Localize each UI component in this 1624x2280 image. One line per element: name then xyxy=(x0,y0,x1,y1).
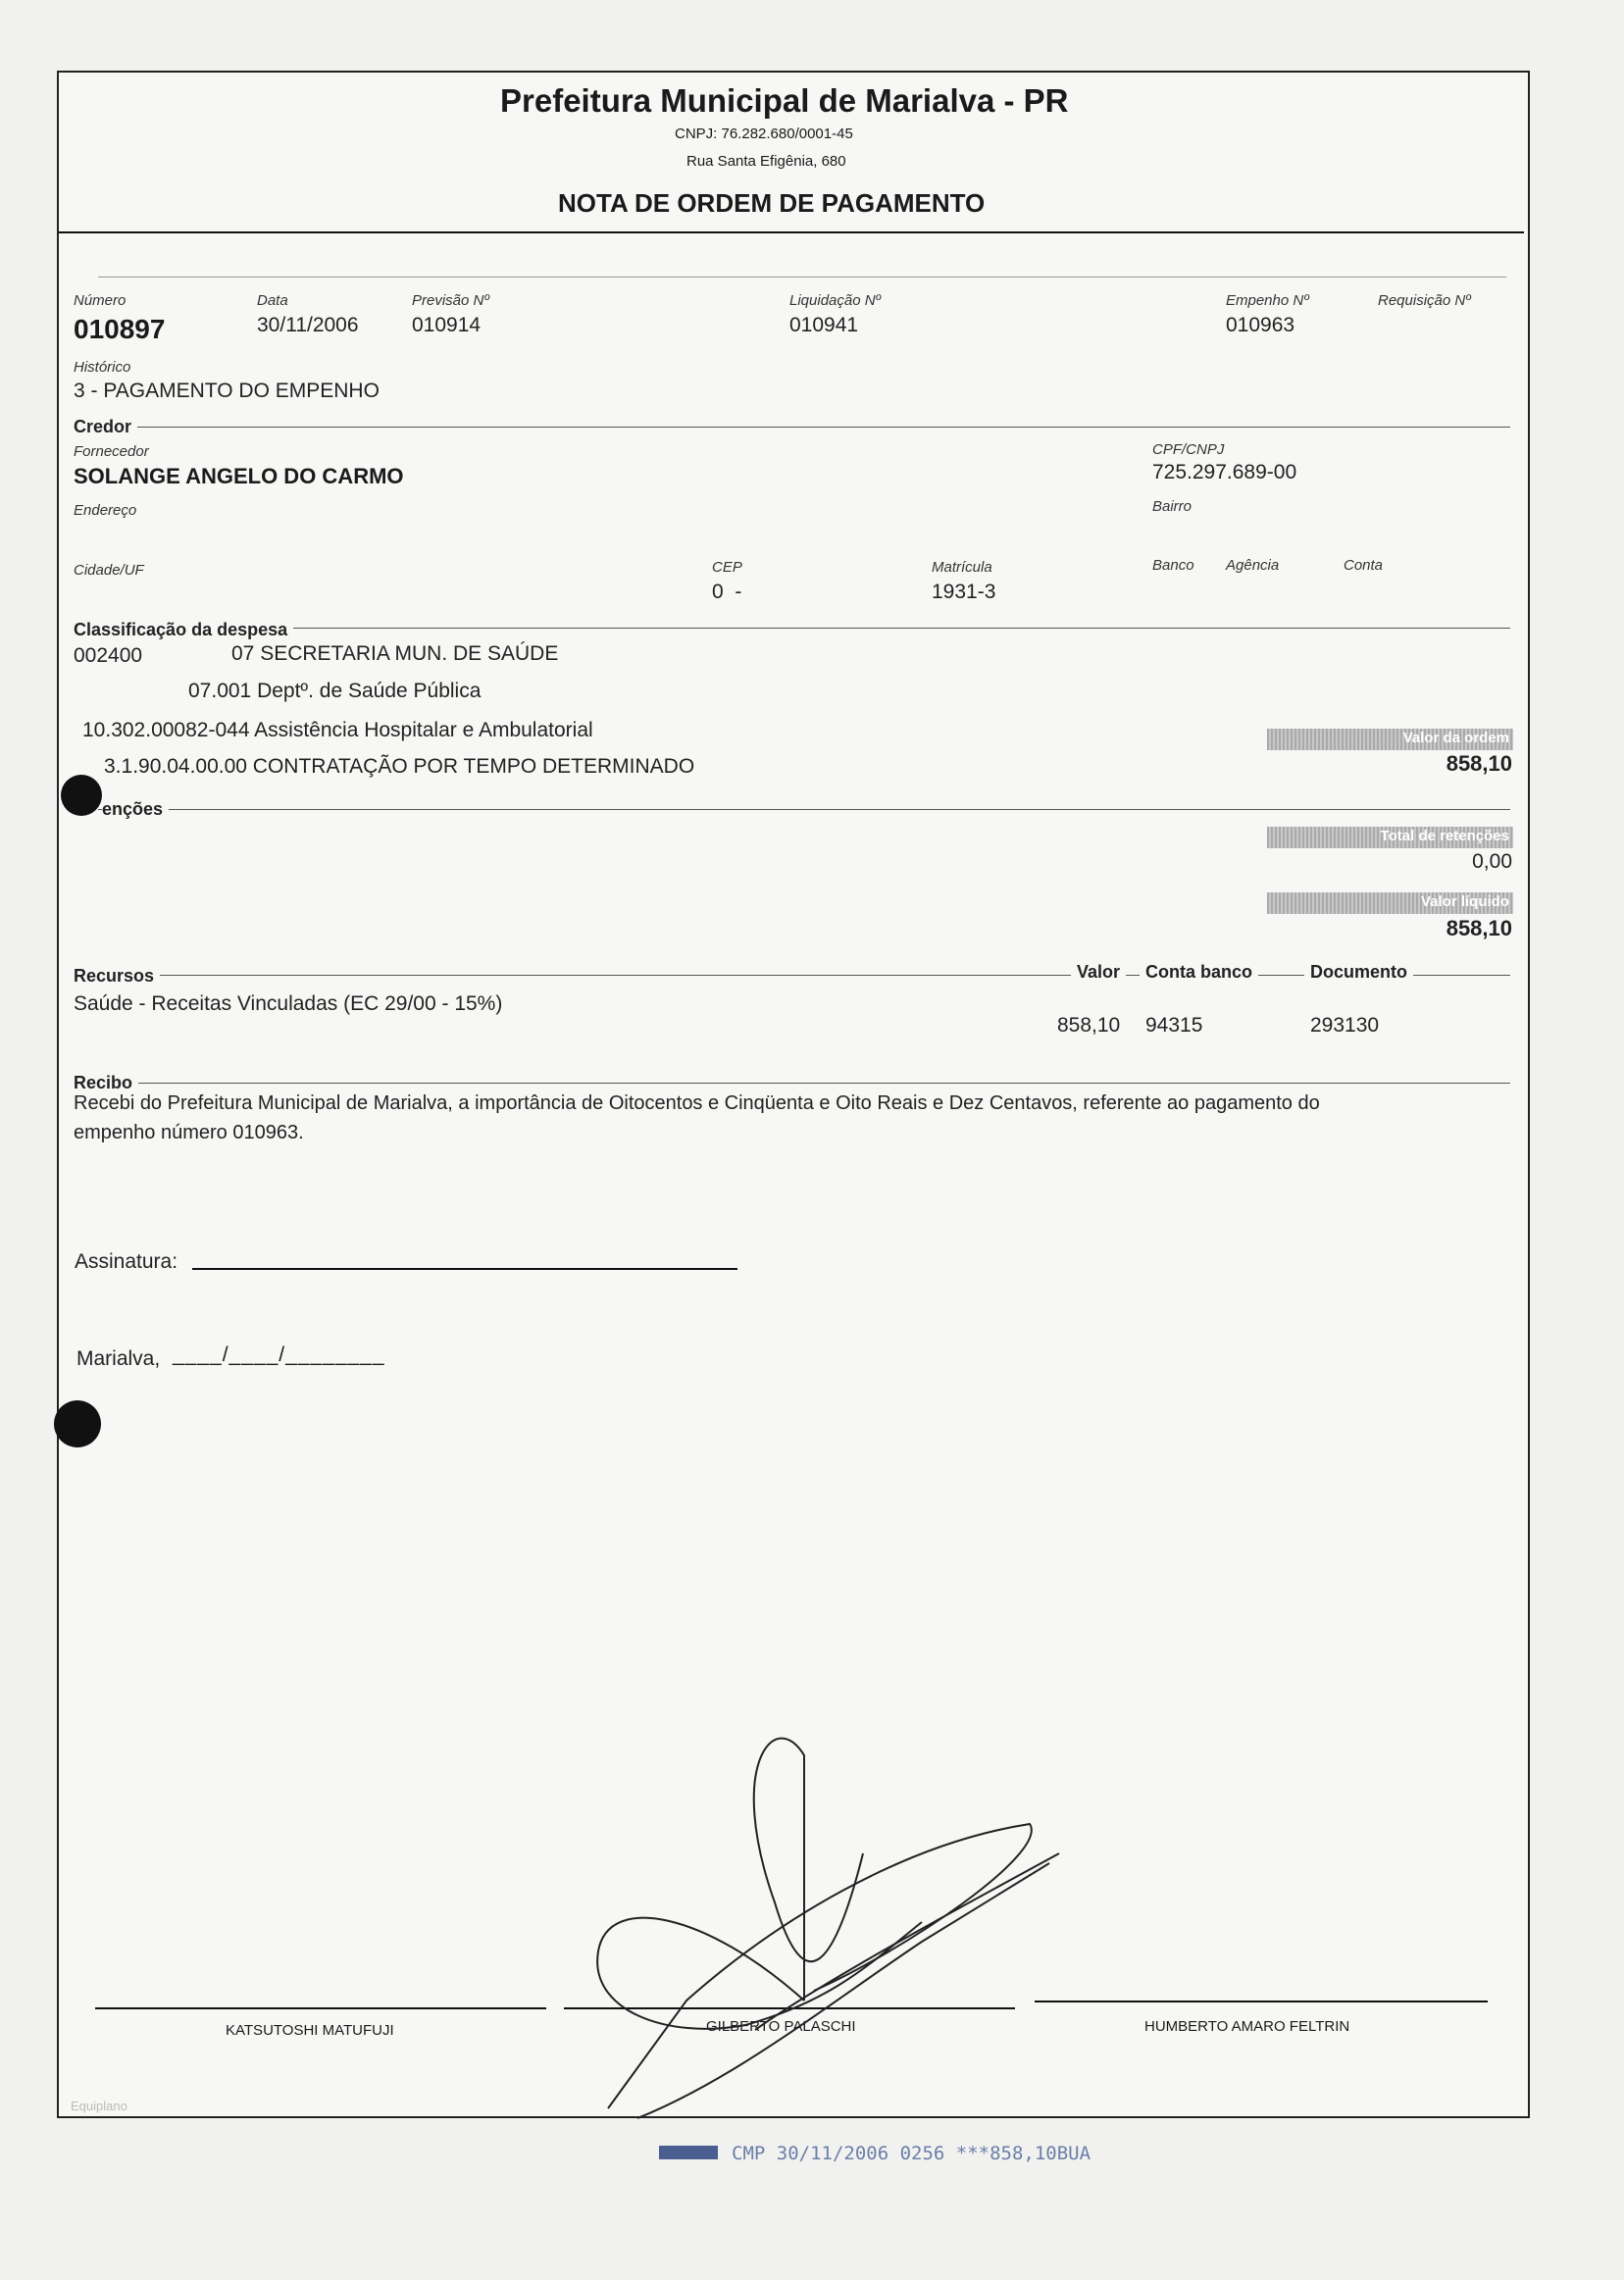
secretaria: 07 SECRETARIA MUN. DE SAÚDE xyxy=(231,642,559,665)
departamento: 07.001 Deptº. de Saúde Pública xyxy=(188,680,482,702)
valor-liquido-label: Valor líquido xyxy=(1420,893,1509,910)
signatory-1: KATSUTOSHI MATUFUJI xyxy=(226,2022,394,2039)
signatory-3: HUMBERTO AMARO FELTRIN xyxy=(1144,2018,1350,2035)
recursos-line xyxy=(74,975,1510,976)
bank-logo-icon xyxy=(659,2146,718,2159)
total-retencoes-bar xyxy=(1267,827,1513,848)
software-watermark: Equiplano xyxy=(71,2099,127,2113)
assinatura-label: Assinatura: xyxy=(75,1250,178,1273)
info-divider xyxy=(98,277,1506,278)
conta-label: Conta xyxy=(1344,557,1384,574)
punch-hole-mark xyxy=(61,775,102,816)
data-value: 30/11/2006 xyxy=(257,314,359,336)
cep-value: 0 - xyxy=(712,581,742,603)
programa: 10.302.00082-044 Assistência Hospitalar e Ambulatorial xyxy=(82,719,593,741)
signatory-2: GILBERTO PALASCHI xyxy=(706,2018,856,2035)
recursos-descricao: Saúde - Receitas Vinculadas (EC 29/00 - 15%) xyxy=(74,992,503,1015)
matricula-label: Matrícula xyxy=(932,559,992,576)
elemento: 3.1.90.04.00.00 CONTRATAÇÃO POR TEMPO DETERMINADO xyxy=(104,755,695,778)
numero-label: Número xyxy=(74,292,127,309)
valor-liquido-bar xyxy=(1267,892,1513,914)
bank-stamp xyxy=(659,2143,1091,2164)
previsao-value: 010914 xyxy=(412,314,482,336)
cnpj-line: CNPJ: 76.282.680/0001-45 xyxy=(675,126,853,142)
liquidacao-value: 010941 xyxy=(789,314,859,336)
historico-value: 3 - PAGAMENTO DO EMPENHO xyxy=(74,380,380,402)
recursos-heading: Recursos xyxy=(74,966,160,987)
recursos-conta: 94315 xyxy=(1145,1014,1203,1037)
banco-label: Banco xyxy=(1152,557,1194,574)
credor-heading: Credor xyxy=(74,417,137,437)
fornecedor-value: SOLANGE ANGELO DO CARMO xyxy=(74,464,404,488)
recursos-valor: 858,10 xyxy=(1057,1014,1121,1037)
liquidacao-label: Liquidação Nº xyxy=(789,292,882,309)
empenho-value: 010963 xyxy=(1226,314,1295,336)
recursos-conta-label: Conta banco xyxy=(1140,962,1258,983)
cidade-label: Cidade/UF xyxy=(74,562,144,579)
empenho-label: Empenho Nº xyxy=(1226,292,1309,309)
requisicao-label: Requisição Nº xyxy=(1378,292,1471,309)
agencia-label: Agência xyxy=(1226,557,1280,574)
doc-title: NOTA DE ORDEM DE PAGAMENTO xyxy=(558,188,986,218)
classificacao-code: 002400 xyxy=(74,644,143,667)
retencoes-line xyxy=(98,809,1510,810)
recursos-valor-label: Valor xyxy=(1071,962,1126,983)
bank-stamp-text: CMP 30/11/2006 0256 ***858,10BUA xyxy=(732,2143,1091,2164)
recibo-text-2: empenho número 010963. xyxy=(74,1122,304,1143)
assinatura-line xyxy=(192,1268,737,1270)
recibo-line xyxy=(74,1083,1510,1084)
historico-label: Histórico xyxy=(74,359,131,376)
recursos-documento-label: Documento xyxy=(1304,962,1413,983)
bairro-label: Bairro xyxy=(1152,498,1193,515)
cpf-label: CPF/CNPJ xyxy=(1152,441,1225,458)
cep-label: CEP xyxy=(712,559,742,576)
classificacao-heading: Classificação da despesa xyxy=(74,620,293,640)
signature-line-1 xyxy=(95,2007,546,2009)
page-title: Prefeitura Municipal de Marialva - PR xyxy=(500,82,1069,119)
retencoes-heading: enções xyxy=(102,799,169,820)
header-divider xyxy=(59,231,1524,233)
valor-ordem-value: 858,10 xyxy=(1446,751,1512,776)
total-retencoes-value: 0,00 xyxy=(1472,850,1512,873)
recibo-heading: Recibo xyxy=(74,1073,138,1093)
previsao-label: Previsão Nº xyxy=(412,292,489,309)
punch-hole-mark-2 xyxy=(54,1400,101,1447)
valor-ordem-bar xyxy=(1267,729,1513,750)
numero-value: 010897 xyxy=(74,314,166,344)
date-blanks: ____/____/________ xyxy=(173,1343,385,1366)
recursos-documento: 293130 xyxy=(1310,1014,1380,1037)
recibo-text-1: Recebi do Prefeitura Municipal de Marialva, a importância de Oitocentos e Cinqüenta e Oito Reais e Dez Centavos, referente ao pagamento do xyxy=(74,1092,1320,1114)
cpf-value: 725.297.689-00 xyxy=(1152,461,1297,483)
handwritten-signature xyxy=(579,1706,1069,2138)
address-line: Rua Santa Efigênia, 680 xyxy=(686,153,846,170)
matricula-value: 1931-3 xyxy=(932,581,996,603)
credor-line xyxy=(74,427,1510,428)
data-label: Data xyxy=(257,292,288,309)
fornecedor-label: Fornecedor xyxy=(74,443,149,460)
valor-ordem-label: Valor da ordem xyxy=(1402,730,1509,746)
total-retencoes-label: Total de retenções xyxy=(1380,828,1509,844)
endereco-label: Endereço xyxy=(74,502,137,519)
valor-liquido-value: 858,10 xyxy=(1446,916,1512,940)
local-label: Marialva, xyxy=(76,1347,161,1370)
signature-line-3 xyxy=(1035,2001,1488,2002)
